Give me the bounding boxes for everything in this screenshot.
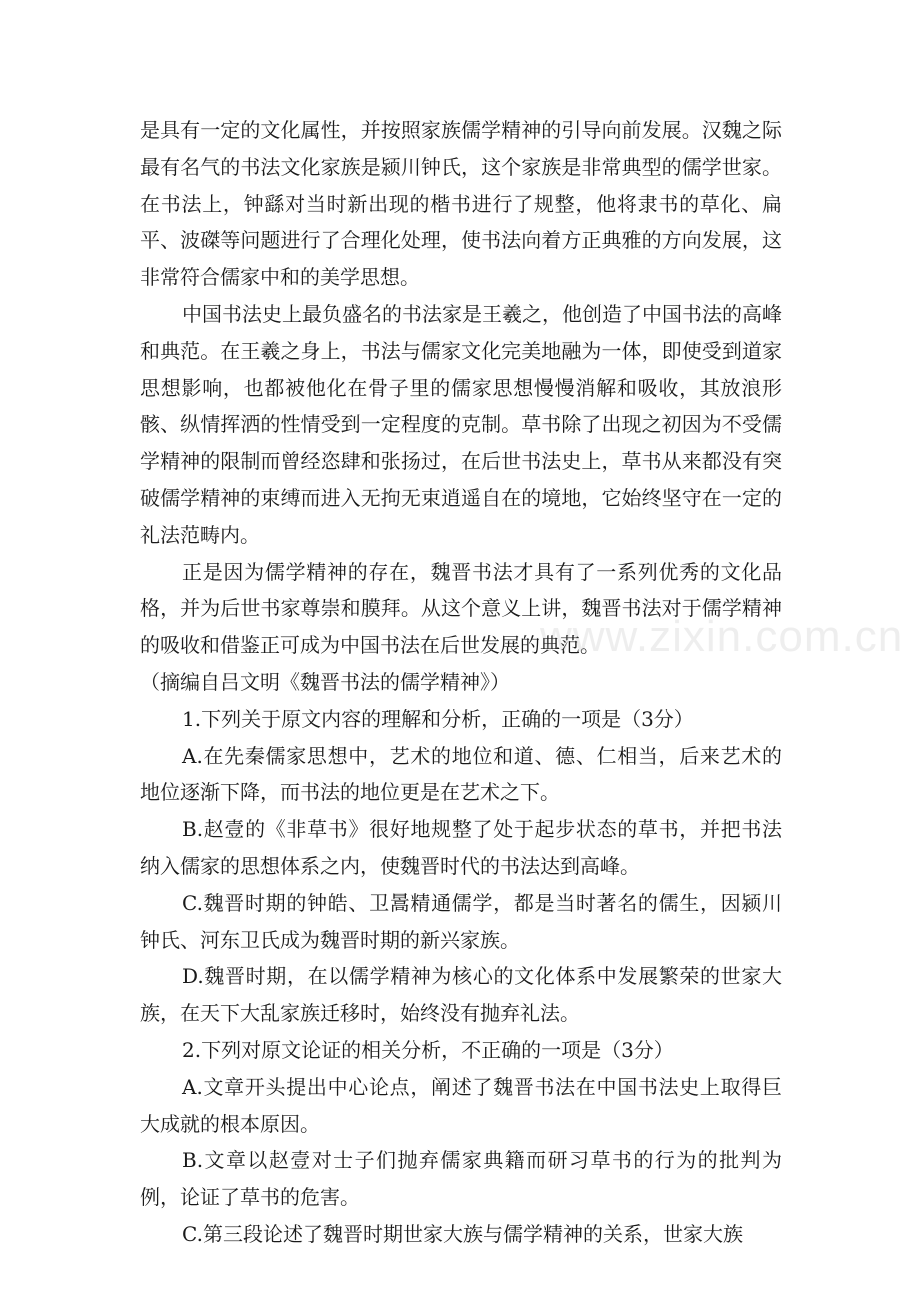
question-1-option-d: D.魏晋时期，在以儒学精神为核心的文化体系中发展繁荣的世家大族，在天下大乱家族迁移时，始终没有抛弃礼法。 [140,964,782,1026]
watermark: www.zixin.com.cn [540,612,904,661]
source-citation: （摘编自吕文明《魏晋书法的儒学精神》） [140,669,510,694]
paragraph-2: 中国书法史上最负盛名的书法家是王羲之，他创造了中国书法的高峰和典范。在王羲之身上，书法与儒家文化完美地融为一体，即使受到道家思想影响，也都被他化在骨子里的儒家思想慢慢消解和吸收，其放浪形骸、纵情挥洒的性情受到一定程度的克制。草书除了出现之初因为不受儒学精神的限制而曾经恣肆和张扬过，在后世书法史上，草书从来都没有突破儒学精神的束缚而进入无拘无束逍遥自在的境地，它始终坚守在一定的礼法范畴内。 [140,301,782,547]
paragraph-3: 正是因为儒学精神的存在，魏晋书法才具有了一系列优秀的文化品格，并为后世书家尊崇和膜拜。从这个意义上讲，魏晋书法对于儒学精神的吸收和借鉴正可成为中国书法在后世发展的典范。 [140,559,782,658]
question-1-stem: 1.下列关于原文内容的理解和分析，正确的一项是（3分） [182,706,694,731]
document-body [140,112,782,1253]
question-1-option-a: A.在先秦儒家思想中，艺术的地位和道、德、仁相当，后来艺术的地位逐渐下降，而书法的地位更是在艺术之下。 [140,743,782,805]
question-1-option-b: B.赵壹的《非草书》很好地规整了处于起步状态的草书，并把书法纳入儒家的思想体系之内，使魏晋时代的书法达到高峰。 [140,817,782,878]
question-2-stem: 2.下列对原文论证的相关分析，不正确的一项是（3分） [182,1037,674,1062]
paragraph-1: 是具有一定的文化属性，并按照家族儒学精神的引导向前发展。汉魏之际最有名气的书法文化家族是颍川钟氏，这个家族是非常典型的儒学世家。在书法上，钟繇对当时新出现的楷书进行了规整，他将隶书的草化、扁平、波磔等问题进行了合理化处理，使书法向着方正典雅的方向发展，这非常符合儒家中和的美学思想。 [140,118,782,290]
question-2-option-c: C.第三段论述了魏晋时期世家大族与儒学精神的关系，世家大族 [182,1221,743,1246]
question-2-option-b: B.文章以赵壹对士子们抛弃儒家典籍而研习草书的行为的批判为例，论证了草书的危害。 [140,1148,782,1210]
question-1-option-c: C.魏晋时期的钟皓、卫暠精通儒学，都是当时著名的儒生，因颍川钟氏、河东卫氏成为魏晋时期的新兴家族。 [140,890,782,952]
question-2-option-a: A.文章开头提出中心论点，阐述了魏晋书法在中国书法史上取得巨大成就的根本原因。 [140,1074,782,1136]
